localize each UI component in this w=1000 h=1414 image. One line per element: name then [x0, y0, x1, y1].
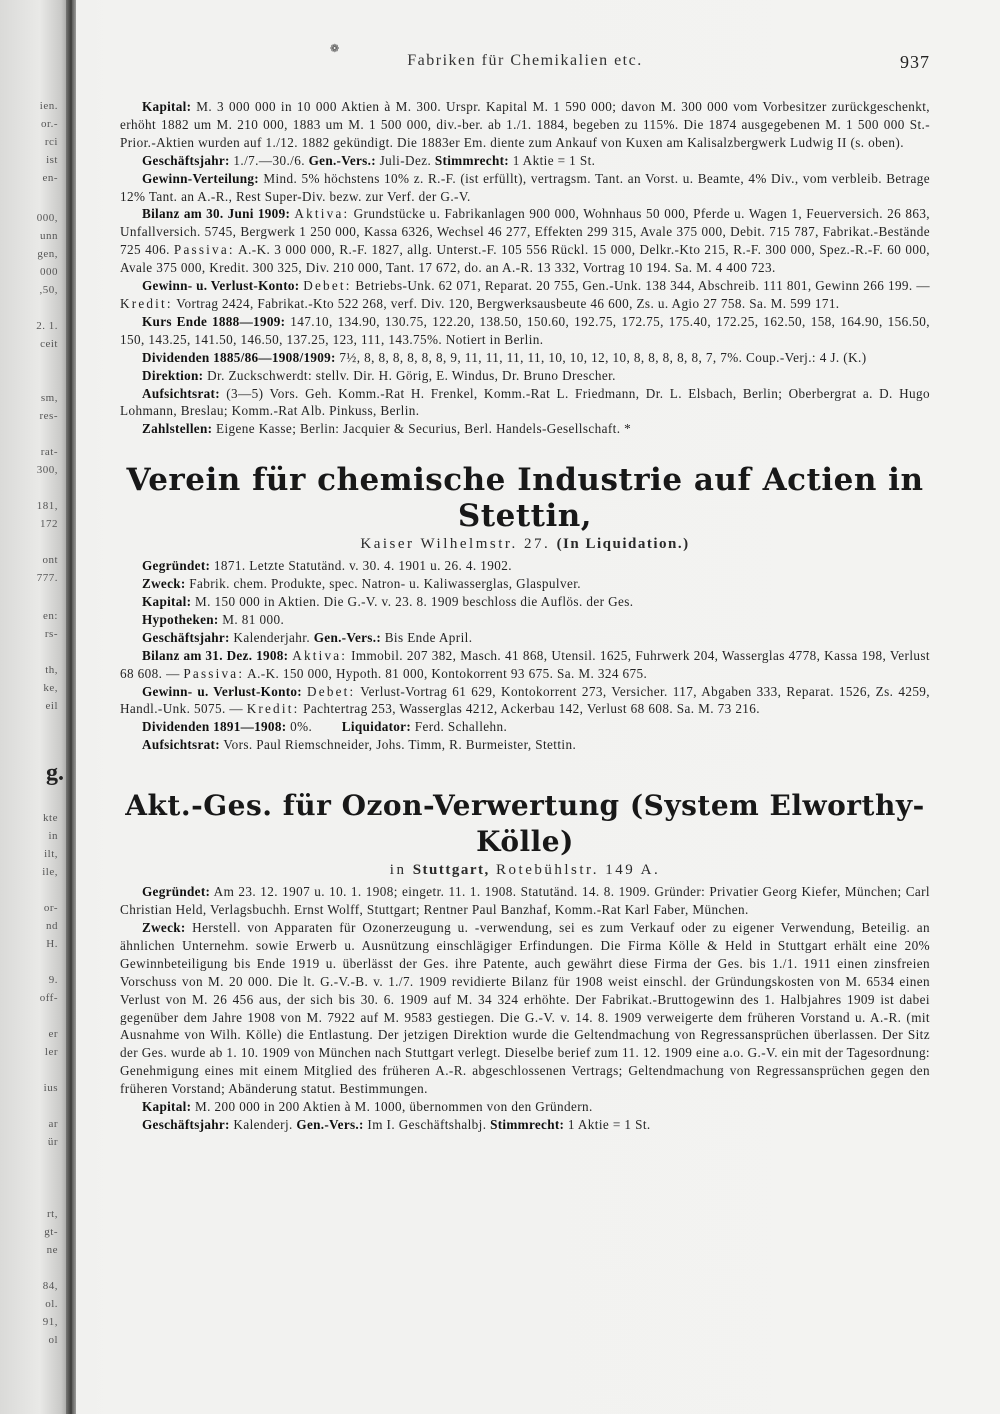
geschaeftsjahr-paragraph: [120, 1116, 930, 1134]
gutter-fragment: ,50,: [39, 284, 58, 296]
gutter-fragment: en-: [42, 172, 58, 184]
hypotheken-label: Hypotheken:: [142, 611, 219, 627]
zweck-paragraph: [120, 575, 930, 593]
gewinn-verlust-label: Gewinn- u. Verlust-Konto:: [142, 278, 300, 294]
gutter-fragment: en:: [43, 610, 58, 622]
liquidator-label: Liquidator:: [341, 719, 412, 735]
aktiva-word: Aktiva:: [292, 647, 348, 663]
gegruendet-label: Gegründet:: [142, 884, 211, 900]
geschaeftsjahr-text: Kalenderjahr.: [233, 629, 311, 645]
kurs-paragraph: [120, 313, 930, 349]
dividenden-paragraph: [120, 349, 930, 367]
bilanz-passiva: A.-K. 150 000, Hypoth. 81 000, Kontokorrent 93 675. Sa. M. 324 675.: [247, 665, 648, 681]
gutter-fragment: ke,: [43, 682, 58, 694]
gutter-fragment: ont: [42, 554, 58, 566]
kapital-text: M. 3 000 000 in 10 000 Aktien à M. 300. Urspr. Kapital M. 1 590 000; davon M. 300 000 vom Vorbesitzer zurückgeschenkt, erhöht 1882 um M. 210 000, 1883 um M. 1 500 000, div.-ber. ab 1./1. 1884, begeben zu 115%. Die 1874 ausgegebenen M. 1 500 000 St.-Prior.-Aktien wurden auf 1./12. 1882 gekündigt. Die 1883er Em. diente zum Ankauf von Kuxen am Kalisalzbergwerk Ludwig II (s. oben).: [120, 99, 930, 150]
gutter-fragment: 2. 1.: [36, 320, 58, 332]
aufsichtsrat-text: Vors. Paul Riemschneider, Johs. Timm, R. Burmeister, Stettin.: [223, 737, 577, 753]
gutter-fragment: rat-: [40, 446, 58, 458]
gutter-fragment: ür: [47, 1136, 58, 1148]
aufsichtsrat-label: Aufsichtsrat:: [142, 737, 220, 753]
kapital-label: Kapital:: [142, 1099, 192, 1115]
bilanz-passiva: A.-K. 3 000 000, R.-F. 1827, allg. Unterst.-F. 105 556 Rückl. 15 000, Delkr.-Kto 215, R.-F. 300 000, Spez.-R.-F. 60 000, Avale 375 000, Kredit. 300 325, Div. 210 000, Tant. 17 672, do. an A.-R. 13 332, Vortrag 10 194. Sa. M. 4 400 723.: [120, 242, 931, 276]
geschaeftsjahr-label: Geschäftsjahr:: [142, 152, 230, 168]
company-address: [120, 862, 930, 879]
gegruendet-paragraph: [120, 557, 930, 575]
gutter-fragment: 000,: [36, 212, 58, 224]
guv-debet: Verlust-Vortrag 61 629, Kontokorrent 273, Versicher. 117, Abgaben 333, Reparat. 1526, Zs. 4259, Handl.-Unk. 5075.: [120, 683, 930, 717]
geschaeftsjahr-text: 1./7.—30./6.: [233, 152, 305, 168]
gegruendet-paragraph: [120, 883, 930, 919]
gutter-fragment: sm,: [40, 392, 58, 404]
direktion-text: Dr. Zuckschwerdt: stellv. Dir. H. Görig, E. Windus, Dr. Bruno Drescher.: [207, 367, 616, 383]
zweck-paragraph: [120, 919, 930, 1098]
book-spine-shadow: [66, 0, 76, 1414]
kapital-paragraph: [120, 98, 930, 152]
page-header: [120, 43, 930, 82]
bilanz-aktiva: Grundstücke u. Fabrikanlagen 900 000, Wohnhaus 50 000, Pferde u. Wagen 1, Feuerversich. 26 863, Unfallversich. 5745, Bergwerk 1 250 000, Kassa 6326, Wechsel 46 277, Effekten 299 315, Avale 375 000, Debit. 715 787, Fabrikat.-Bestände 725 406.: [120, 206, 931, 258]
page-number: 937: [900, 52, 930, 72]
gegruendet-text: 1871. Letzte Statutänd. v. 30. 4. 1901 u. 26. 4. 1902.: [213, 558, 512, 574]
debet-word: Debet:: [303, 278, 352, 294]
geschaeftsjahr-label: Geschäftsjahr:: [142, 629, 230, 645]
gutter-fragment: 000: [40, 266, 58, 278]
aufsichtsrat-label: Aufsichtsrat:: [142, 385, 220, 401]
zahlstellen-label: Zahlstellen:: [142, 421, 213, 437]
bilanz-label: Bilanz am 30. Juni 1909:: [142, 206, 291, 222]
bilanz-paragraph: [120, 205, 930, 277]
kapital-paragraph: [120, 593, 930, 611]
kapital-text: M. 200 000 in 200 Aktien à M. 1000, übernommen von den Gründern.: [195, 1099, 593, 1115]
address-prefix: in: [389, 862, 407, 879]
stimmrecht-text: 1 Aktie = 1 St.: [512, 152, 596, 168]
gutter-fragment: 300,: [36, 464, 58, 476]
gutter-fragment: ile,: [42, 866, 58, 878]
hypotheken-text: M. 81 000.: [222, 611, 285, 627]
page-content: [120, 43, 931, 1134]
gutter-fragment: H.: [46, 938, 58, 950]
gutter-fragment: ilt,: [44, 848, 58, 860]
gutter-fragment: res-: [39, 410, 58, 422]
company-entry-2: [120, 462, 930, 754]
liquidation-status: (In Liquidation.): [556, 536, 690, 553]
city-name: Stuttgart,: [412, 862, 490, 879]
stimmrecht-label: Stimmrecht:: [434, 152, 509, 168]
gewinn-verteilung-label: Gewinn-Verteilung:: [142, 170, 260, 186]
passiva-word: Passiva:: [183, 665, 245, 681]
gen-vers-label: Gen.-Vers.:: [308, 152, 376, 168]
gutter-fragment: er: [48, 1028, 58, 1040]
kapital-label: Kapital:: [142, 594, 192, 610]
gutter-fragment: eil: [45, 700, 58, 712]
gutter-fragment: ist: [46, 154, 58, 166]
gutter-fragment: or-: [43, 902, 58, 914]
liquidator-text: Ferd. Schallehn.: [414, 719, 508, 735]
gewinn-verlust-paragraph: Gewinn- u. Verlust-Konto: Debet: Verlust-Vortrag 61 629, Kontokorrent 273, Versicher. 117, Abgaben 333, Reparat. 1526, Zs. 4259, Handl.-Unk. 5075. — Kredit: Pachtertrag 253, Wasserglas 4212, Ackerbau 142, Verlust 68 608. Sa. M. 73 216.: [120, 683, 930, 717]
gutter-fragment: ne: [46, 1244, 58, 1256]
direktion-paragraph: [120, 367, 930, 385]
gutter-fragment: ol.: [45, 1298, 58, 1310]
bilanz-paragraph: Bilanz am 31. Dez. 1908: Aktiva: Immobil. 207 382, Masch. 41 868, Utensil. 1625, Fuhrwerk 204, Wasserglas 4778, Kassa 198, Verlust 68 608. — Passiva: A.-K. 150 000, Hypoth. 81 000, Kontokorrent 93 675. Sa. M. 324 675.: [120, 647, 931, 681]
aufsichtsrat-paragraph: [120, 385, 930, 421]
gutter-fragment: gen,: [37, 248, 58, 260]
direktion-label: Direktion:: [142, 367, 204, 383]
gutter-fragment: ol: [48, 1334, 58, 1346]
address-text: Rotebühlstr. 149 A.: [496, 862, 661, 879]
dividenden-text: 7½, 8, 8, 8, 8, 8, 8, 9, 11, 11, 11, 11, 10, 10, 12, 10, 8, 8, 8, 8, 8, 7, 7%. Coup.-Verj.: 4 J. (K.): [339, 349, 867, 365]
gutter-fragment: ler: [44, 1046, 58, 1058]
stimmrecht-label: Stimmrecht:: [490, 1116, 565, 1132]
gen-vers-label: Gen.-Vers.:: [296, 1116, 364, 1132]
kapital-text: M. 150 000 in Aktien. Die G.-V. v. 23. 8. 1909 beschloss die Auflös. der Ges.: [195, 594, 634, 610]
kredit-word: Kredit:: [120, 295, 173, 311]
address-text: Kaiser Wilhelmstr. 27.: [360, 536, 551, 553]
aktiva-word: Aktiva:: [294, 206, 350, 222]
company-title: Akt.-Ges. für Ozon-Verwertung (System Elworthy-Kölle): [125, 789, 925, 859]
gen-vers-text: Juli-Dez.: [379, 152, 432, 168]
gutter-fragment: ius: [43, 1082, 58, 1094]
gutter-fragment: rci: [44, 136, 58, 148]
kredit-word: Kredit:: [246, 701, 300, 717]
gutter-fragment-large: g.: [46, 760, 64, 786]
debet-word: Debet:: [307, 683, 356, 699]
guv-debet: Betriebs-Unk. 62 071, Reparat. 20 755, Gen.-Unk. 138 344, Abschreib. 111 801, Gewinn 266 199.: [355, 278, 913, 294]
gutter-fragment: 9.: [48, 974, 58, 986]
zweck-label: Zweck:: [142, 576, 186, 592]
adjacent-page-gutter: [0, 0, 72, 1414]
aufsichtsrat-text: (3—5) Vors. Geh. Komm.-Rat H. Frenkel, Komm.-Rat L. Friedmann, Dr. L. Elsbach, Berlin; Oberbergrat a. D. Hugo Lohmann, Breslau; Komm.-Rat Alb. Pinkuss, Berlin.: [120, 385, 930, 419]
gutter-fragment: ar: [48, 1118, 58, 1130]
aufsichtsrat-paragraph: [120, 736, 930, 754]
gutter-fragment: or.-: [41, 118, 58, 130]
gutter-fragment: th,: [45, 664, 58, 676]
zweck-label: Zweck:: [142, 920, 186, 935]
dividenden-label: Dividenden 1885/86—1908/1909:: [142, 349, 336, 365]
gen-vers-label: Gen.-Vers.:: [313, 629, 382, 645]
gutter-fragment: in: [48, 830, 58, 842]
gen-vers-text: Bis Ende April.: [384, 629, 473, 645]
gutter-fragment: off-: [39, 992, 58, 1004]
passiva-word: Passiva:: [173, 242, 235, 258]
gutter-fragment: 777.: [36, 572, 58, 584]
gutter-fragment: 84,: [42, 1280, 58, 1292]
gutter-fragment: nd: [46, 920, 58, 932]
gewinn-verteilung-paragraph: [120, 170, 930, 206]
gutter-fragment: 181,: [36, 500, 58, 512]
kapital-paragraph: [120, 1098, 930, 1116]
zweck-text: Fabrik. chem. Produkte, spec. Natron- u. Kaliwasserglas, Glaspulver.: [189, 576, 581, 592]
gutter-fragment: rt,: [47, 1208, 58, 1220]
kapital-label: Kapital:: [142, 99, 192, 114]
company-entry-1: [120, 98, 930, 438]
gewinn-verlust-paragraph: Gewinn- u. Verlust-Konto: Debet: Betriebs-Unk. 62 071, Reparat. 20 755, Gen.-Unk. 138 344, Abschreib. 111 801, Gewinn 266 199. — Kredit: Vortrag 2424, Fabrikat.-Kto 522 268, verf. Div. 120, Bergwerksausbeute 46 600, Zs. u. Agio 27 758. Sa. M. 599 171.: [120, 278, 930, 311]
gutter-fragment: 172: [40, 518, 58, 530]
gutter-fragment: kte: [43, 812, 58, 824]
gutter-fragment: unn: [40, 230, 58, 242]
bilanz-aktiva: Immobil. 207 382, Masch. 41 868, Utensil. 1625, Fuhrwerk 204, Wasserglas 4778, Kassa 198, Verlust 68 608.: [120, 647, 931, 681]
gewinn-verteilung-text: Mind. 5% höchstens 10% z. R.-F. (ist erfüllt), vertragsm. Tant. an Vorst. u. Beamte, 4% Div., vom verbleib. Betrage 12% Tant. an A.-R., Rest Super-Div. bezw. zur Verf. der G.-V.: [120, 170, 930, 204]
bilanz-label: Bilanz am 31. Dez. 1908:: [142, 647, 289, 663]
ornament-mark: ❁: [330, 43, 340, 55]
geschaeftsjahr-paragraph: [120, 629, 930, 647]
geschaeftsjahr-text: Kalenderj.: [233, 1116, 293, 1132]
zahlstellen-paragraph: [120, 420, 930, 438]
gegruendet-text: Am 23. 12. 1907 u. 10. 1. 1908; eingetr. 11. 1. 1908. Statutänd. 14. 8. 1909. Gründer: Privatier Georg Kiefer, München; Carl Christian Held, Verlagsbuchh. Ernst Wolff, Stuttgart; Rentner Paul Banzhaf, Komm.-Rat Karl Faber, München.: [120, 884, 930, 918]
running-title: Fabriken für Chemikalien etc.: [407, 52, 643, 69]
dividenden-paragraph: [120, 718, 930, 736]
gutter-fragment: ceit: [40, 338, 58, 350]
gen-vers-text: Im I. Geschäftshalbj.: [367, 1116, 487, 1132]
dividenden-label: Dividenden 1891—1908:: [142, 719, 287, 735]
kurs-text: 147.10, 134.90, 130.75, 122.20, 138.50, 150.60, 192.75, 172.75, 175.40, 172.25, 162.50, 158, 164.90, 156.50, 150, 143.25, 141.50, 146.50, 137.25, 123, 111, 143.75%. Notiert in Berlin.: [120, 313, 930, 347]
zahlstellen-text: Eigene Kasse; Berlin: Jacquier & Securius, Berl. Handels-Gesellschaft. *: [215, 421, 632, 437]
hypotheken-paragraph: [120, 611, 930, 629]
gutter-fragment: rs-: [44, 628, 58, 640]
dividenden-text: 0%.: [290, 719, 313, 735]
gegruendet-label: Gegründet:: [142, 558, 211, 574]
gutter-fragment: ien.: [39, 100, 58, 112]
kurs-label: Kurs Ende 1888—1909:: [142, 313, 286, 329]
guv-kredit: Pachtertrag 253, Wasserglas 4212, Ackerbau 142, Verlust 68 608. Sa. M. 73 216.: [303, 701, 760, 717]
guv-kredit: Vortrag 2424, Fabrikat.-Kto 522 268, verf. Div. 120, Bergwerksausbeute 46 600, Zs. u. Agio 27 758. Sa. M. 599 171.: [176, 295, 840, 311]
company-address: [120, 536, 930, 553]
zweck-text: Herstell. von Apparaten für Ozonerzeugung u. -verwendung, sei es zum Verkauf oder zu eigener Verwendung, Beteilig. an ähnlichen Unternehm. sowie Erwerb u. Ausnützung einschlägiger Erfindungen. Die Firma Kölle & Held in Stuttgart erhält eine 20% Gewinnbeteiligung bis Ende 1919 u. überlässt der Ges. ihre Patente, auch gewährt diese Firma der Ges. bis 1./1. 1911 einen zinsfreien Vorschuss von M. 20 000. Die lt. G.-V.-B. v. 1./7. 1909 revidierte Bilanz für 1908 weist einschl. der Gründungskosten von M. 6534 einen Verlust von M. 26 456 aus, der sich bis 30. 6. 1909 auf M. 34 324 erhöhte. Der Fabrikat.-Bruttogewinn des 1. Halbjahres 1909 ist dabei gegenüber dem Jahre 1908 von M. 7922 auf M. 9583 gestiegen. Die G.-V. v. 14. 8. 1909 verweigerte dem früheren Vorstand u. A.-R. (mit Ausnahme von Wilh. Kölle) die Entlastung. Der jetzigen Direktion wurde die Geltendmachung von Regressansprüchen überlassen. Der Sitz der Ges. wurde ab 1. 10. 1909 von München nach Stuttgart verlegt. Dieselbe berief zum 11. 12. 1909 eine a.o. G.-V. ein mit der Tagesordnung: Genehmigung eines mit einem Mitglied des früheren A.-R. abgeschlossenen Vertrags; Geltendmachung von Regressansprüchen gegen den früheren Vorstand; Abänderung statut. Bestimmungen.: [120, 920, 930, 1097]
gutter-fragment: 91,: [42, 1316, 58, 1328]
company-entry-3: [120, 788, 930, 1134]
gewinn-verlust-label: Gewinn- u. Verlust-Konto:: [142, 683, 303, 699]
geschaeftsjahr-label: Geschäftsjahr:: [142, 1116, 230, 1132]
geschaeftsjahr-paragraph: [120, 152, 930, 170]
stimmrecht-text: 1 Aktie = 1 St.: [567, 1116, 651, 1132]
company-title: Verein für chemische Industrie auf Actien in Stettin,: [126, 462, 924, 535]
gutter-fragment: gt-: [44, 1226, 58, 1238]
